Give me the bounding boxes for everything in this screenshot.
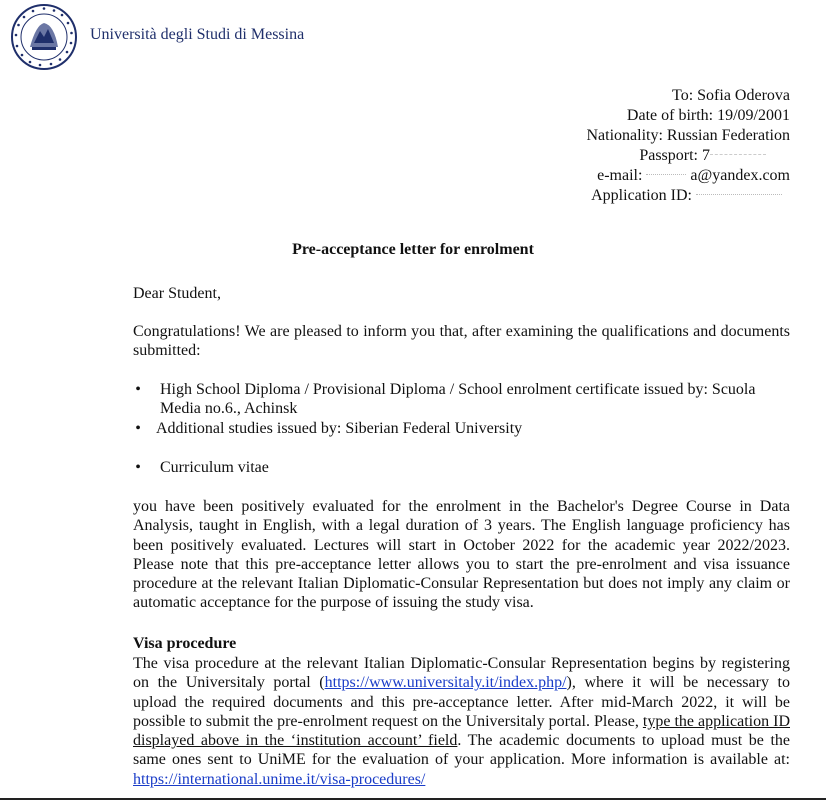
email-label: e-mail: bbox=[597, 167, 643, 184]
redacted-email bbox=[646, 174, 686, 178]
recipient-name: Sofia Oderova bbox=[697, 87, 790, 104]
evaluation-paragraph: you have been positively evaluated for the enrolment in the Bachelor's Degree Course in Data Analysis, taught in English, with a legal duration of 3 years. The English language proficiency has been positively evaluated. Lectures will start in October 2022 for the academic year 2022/2023. Please note that this pre-acceptance letter allows you to start the pre-enrolment and visa issuance procedure at the relevant Italian Diplomatic-Consular Representation but does not imply any claim or automatic acceptance for the purpose of issuing the study visa. bbox=[133, 498, 790, 612]
visa-procedures-link[interactable]: https://international.unime.it/visa-procedures/ bbox=[133, 770, 426, 788]
visa-paragraph bbox=[133, 654, 790, 789]
list-item-text: High School Diploma / Provisional Diploma / School enrolment certificate issued by: Scuola Media no.6., Achinsk bbox=[160, 381, 756, 418]
recipient-name-line bbox=[586, 86, 790, 106]
to-label: To: bbox=[672, 87, 694, 104]
bullet-icon: • bbox=[135, 420, 141, 437]
page-bottom-edge bbox=[0, 798, 826, 800]
dob-label: Date of birth: bbox=[626, 107, 714, 124]
congrats-paragraph: Congratulations! We are pleased to inform you that, after examining the qualifications and documents submitted: bbox=[133, 323, 790, 360]
dob-value: 19/09/2001 bbox=[717, 107, 790, 124]
application-id-line bbox=[586, 186, 790, 206]
university-seal-icon bbox=[10, 3, 78, 71]
visa-text-2: ), where it will be necessary to upload the required documents and this pre-acceptance letter. After mid-March 2022, it will be possible to submit the pre-enrolment request on the Universitaly portal. Please, bbox=[133, 674, 790, 730]
nationality-label: Nationality: bbox=[586, 127, 663, 144]
email-value: a@yandex.com bbox=[690, 167, 790, 184]
recipient-block bbox=[586, 86, 790, 206]
greeting: Dear Student, bbox=[133, 285, 221, 302]
passport-label: Passport: bbox=[639, 147, 698, 164]
list-item-text: Additional studies issued by: Siberian Federal University bbox=[156, 420, 523, 437]
bullet-icon: • bbox=[135, 459, 141, 476]
passport-line bbox=[586, 146, 790, 166]
visa-text-3: . The academic documents to upload must be the same ones sent to UniME for the evaluation of your application. More information is available at: bbox=[133, 732, 790, 769]
university-name: Università degli Studi di Messina bbox=[90, 26, 305, 43]
application-id-label: Application ID: bbox=[591, 187, 692, 204]
universitaly-link[interactable]: https://www.universitaly.it/index.php/ bbox=[324, 674, 567, 692]
nationality-value: Russian Federation bbox=[666, 127, 790, 144]
passport-value: 7 bbox=[702, 147, 710, 164]
dob-line bbox=[586, 106, 790, 126]
application-id-instruction: type the application ID displayed above in the ‘institution account’ field bbox=[133, 712, 790, 750]
bullet-icon: • bbox=[135, 381, 141, 398]
redacted-passport bbox=[710, 154, 766, 158]
visa-text-1: The visa procedure at the relevant Italian Diplomatic-Consular Representation begins by registering on the Universitaly portal ( bbox=[133, 655, 790, 692]
list-item-text: Curriculum vitae bbox=[160, 459, 269, 476]
redacted-application-id bbox=[696, 194, 782, 198]
email-line bbox=[586, 166, 790, 186]
nationality-line bbox=[586, 126, 790, 146]
visa-heading: Visa procedure bbox=[133, 635, 237, 652]
letter-title: Pre-acceptance letter for enrolment bbox=[292, 241, 534, 258]
